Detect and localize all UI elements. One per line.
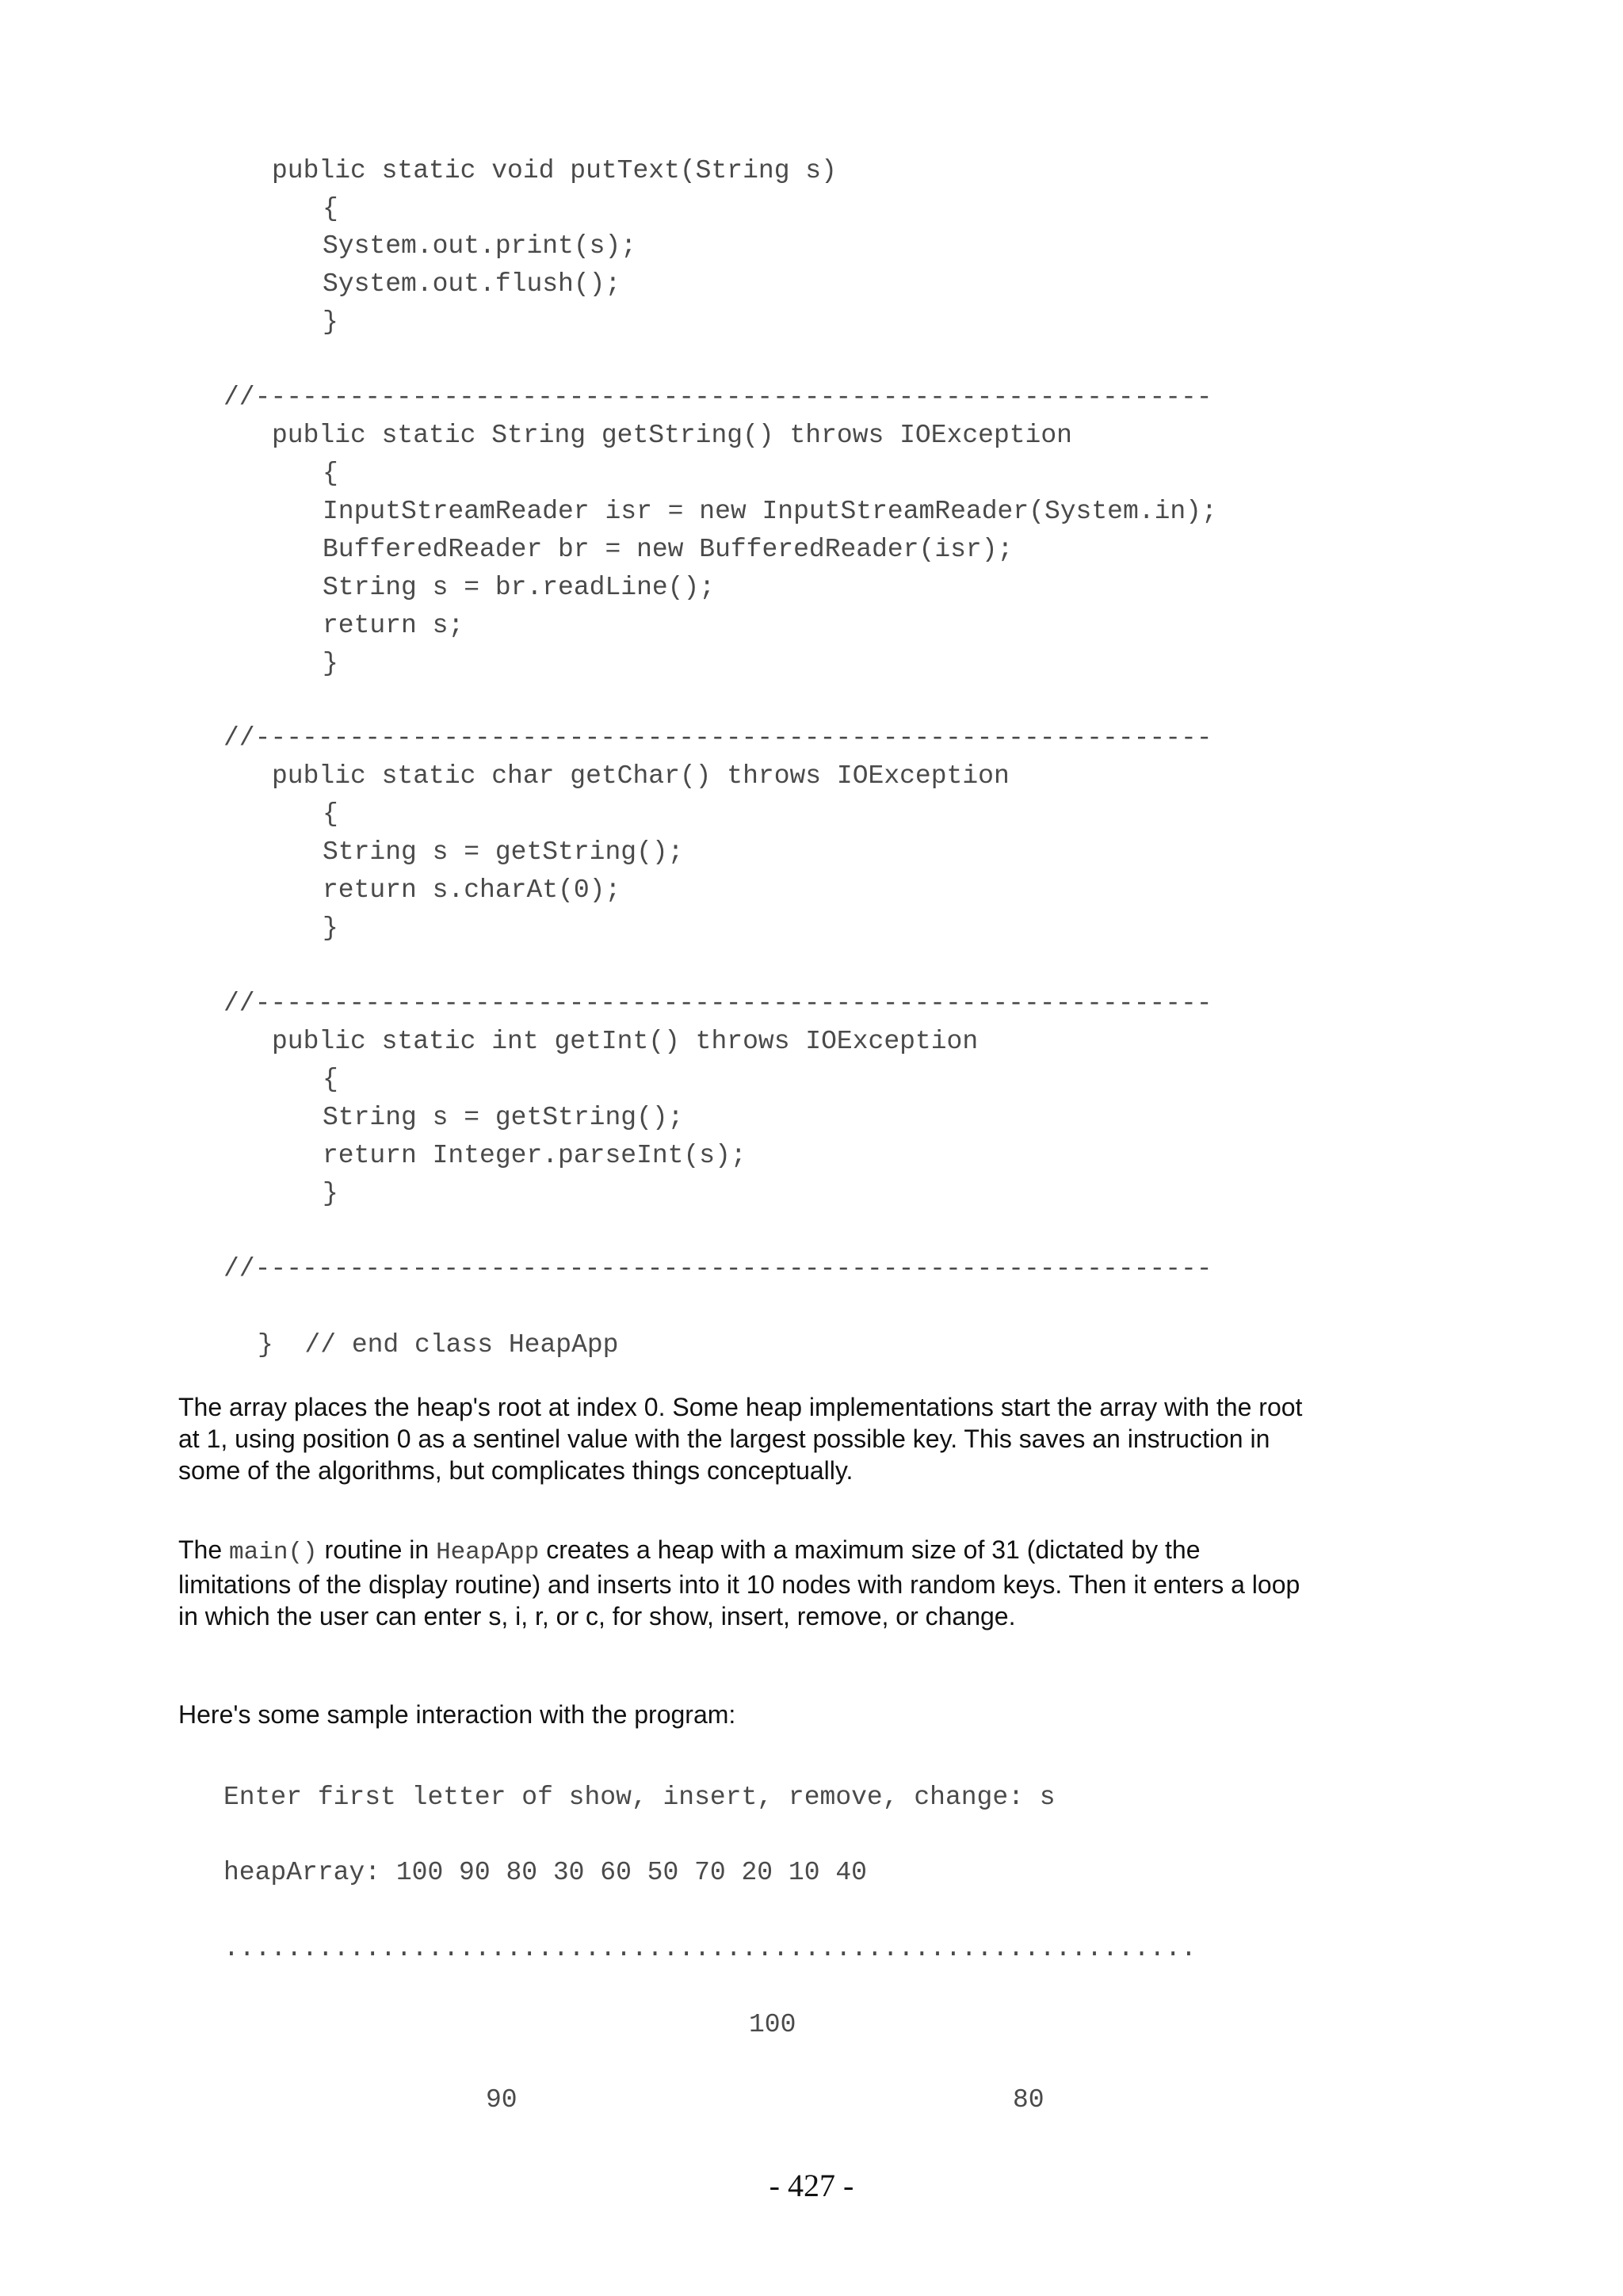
sample-heap-array-line: heapArray: 100 90 80 30 60 50 70 20 10 40 [223, 1858, 867, 1887]
code-line: String s = getString(); [323, 837, 684, 867]
code-line: InputStreamReader isr = new InputStreamReader(System.in); [323, 497, 1217, 526]
paragraph-array-root: The array places the heap's root at index 0. Some heap implementations start the array with the root at 1, using position 0 as a sentinel value with the largest possible key. This saves an instruction in some of the algorithms, but complicates things conceptually. [178, 1393, 1303, 1485]
page-number: - 427 - [769, 2168, 854, 2203]
code-line-close-brace: } [323, 913, 338, 943]
code-line-open-brace: { [323, 459, 338, 488]
sample-prompt-line: Enter first letter of show, insert, remove, change: s [223, 1783, 1056, 1812]
code-line-puttext-signature: public static void putText(String s) [272, 156, 837, 185]
code-line: return s.charAt(0); [323, 875, 621, 905]
code-line-close-brace: } [323, 307, 338, 337]
paragraph-main-routine [178, 1534, 1304, 1632]
inline-code-main: main() [229, 1539, 318, 1566]
paragraph-text: routine in [317, 1535, 437, 1564]
code-line-getint-signature: public static int getInt() throws IOException [272, 1027, 979, 1056]
code-line: BufferedReader br = new BufferedReader(isr); [323, 535, 1014, 564]
code-line-end-class: } // end class HeapApp [258, 1330, 619, 1360]
code-line: System.out.flush(); [323, 269, 621, 299]
code-line: return Integer.parseInt(s); [323, 1141, 747, 1170]
paragraph-sample-intro: Here's some sample interaction with the program: [178, 1700, 736, 1729]
inline-code-heapapp: HeapApp [436, 1539, 540, 1566]
paragraph-text: creates a heap with a maximum size of 31 (dictated by the limitations of the display routine) and inserts into it 10 nodes with random keys. Then it enters a loop in which the user can enter s, i, r, or c, for show, insert, remove, or change. [178, 1535, 1300, 1630]
code-line: System.out.print(s); [323, 231, 637, 261]
sample-dotted-divider: .............................................................. [223, 1934, 1197, 1963]
code-line: String s = br.readLine(); [323, 573, 716, 602]
code-line-open-brace: { [323, 799, 338, 829]
code-line: String s = getString(); [323, 1103, 684, 1132]
code-line-getstring-signature: public static String getString() throws IOException [272, 421, 1072, 450]
code-separator-comment: //------------------------------------------------------------- [223, 989, 1212, 1018]
code-line-close-brace: } [323, 649, 338, 678]
tree-node-right: 80 [1013, 2085, 1044, 2115]
code-separator-comment: //------------------------------------------------------------- [223, 1254, 1212, 1283]
code-line-getchar-signature: public static char getChar() throws IOException [272, 761, 1010, 791]
code-line: return s; [323, 611, 464, 640]
code-line-open-brace: { [323, 194, 338, 223]
code-separator-comment: //------------------------------------------------------------- [223, 723, 1212, 753]
code-separator-comment: //------------------------------------------------------------- [223, 383, 1212, 412]
code-line-open-brace: { [323, 1065, 338, 1094]
tree-node-left: 90 [486, 2085, 517, 2115]
paragraph-text: The [178, 1535, 230, 1564]
code-line-close-brace: } [323, 1179, 338, 1208]
tree-node-root: 100 [749, 2010, 796, 2039]
